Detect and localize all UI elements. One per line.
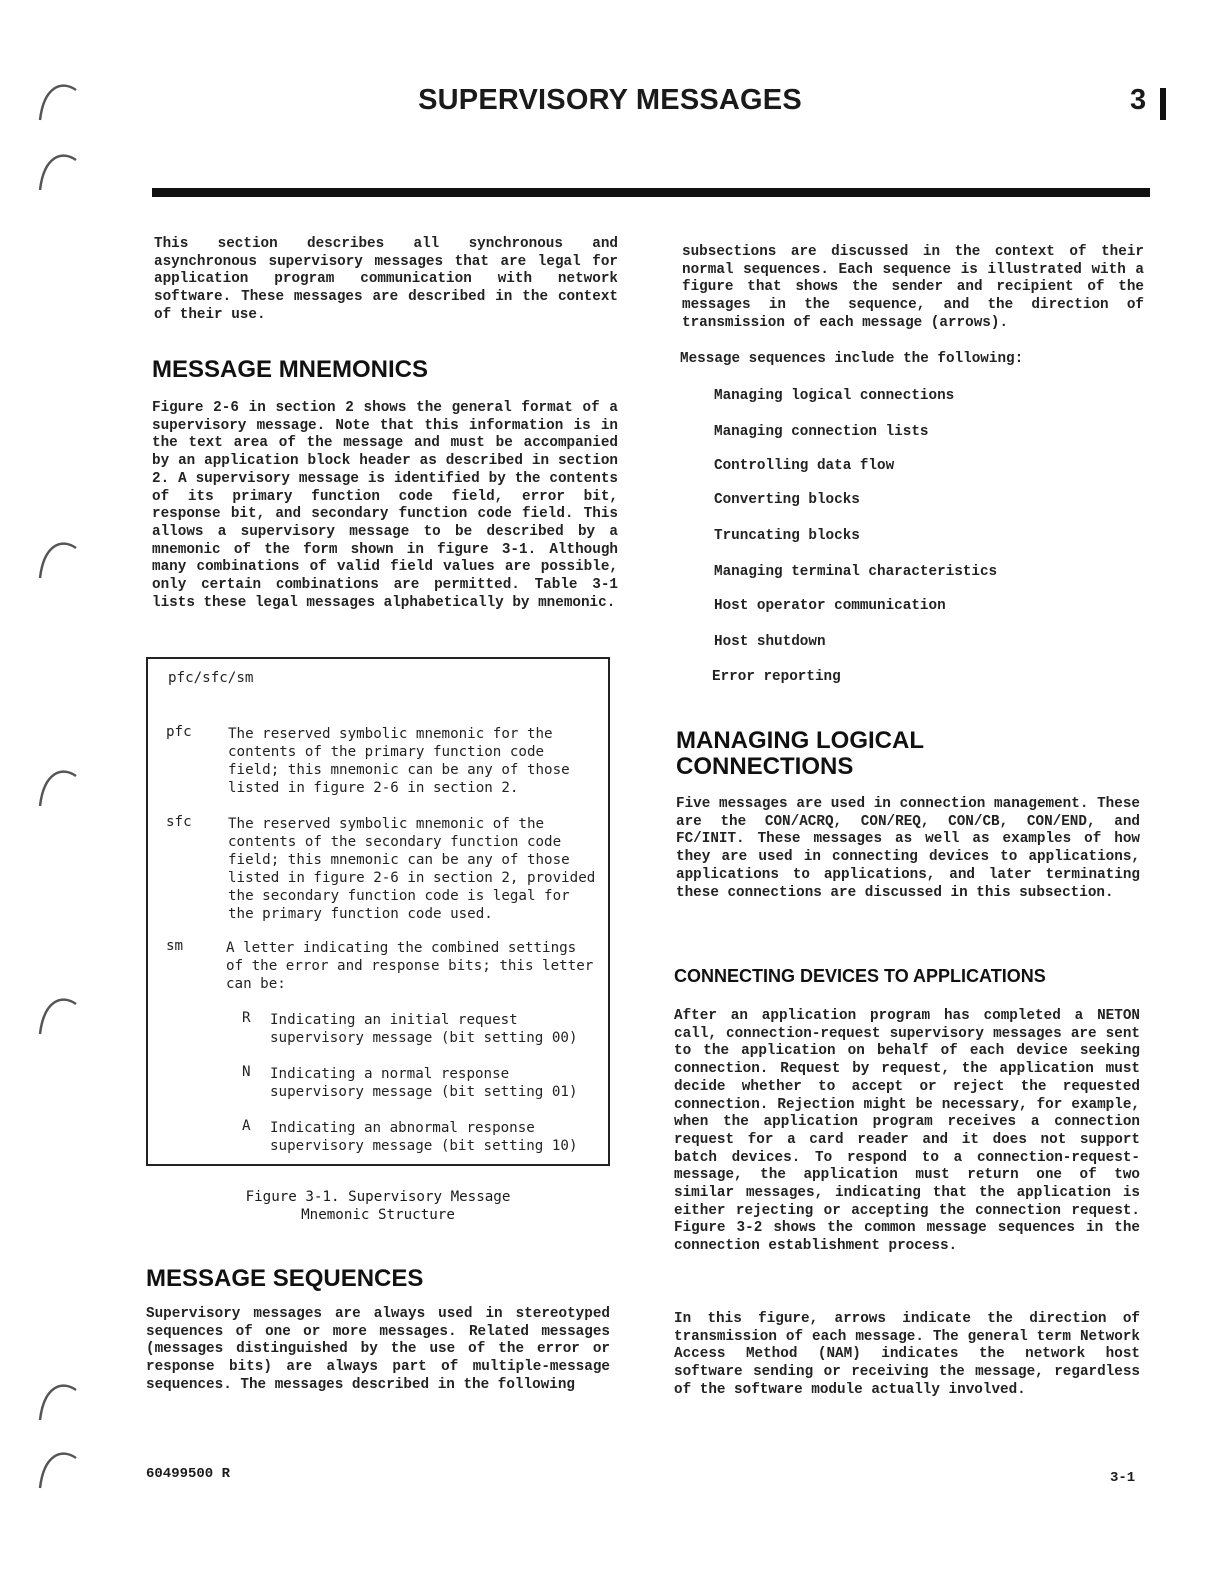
list-item: Managing logical connections	[714, 388, 955, 404]
figure-option-letter: R	[242, 1010, 251, 1026]
page-title: SUPERVISORY MESSAGES	[418, 84, 802, 116]
punch-hole-mark	[32, 1378, 80, 1424]
mnemonics-paragraph: Figure 2-6 in section 2 shows the general format of a supervisory message. Note that this information is in the text area of the message and must be accompanied by an application block header as described in section 2. A supervisory message is identified by the contents of its primary function code field, error bit, response bit, and secondary function code field. This allows a supervisory message to be described by a mnemonic of the form shown in figure 3-1. Although many combinations of valid field values are possible, only certain combinations are permitted. Table 3-1 lists these legal messages alphabetically by mnemonic.	[152, 400, 618, 611]
punch-hole-mark	[32, 764, 80, 810]
heading-line: CONNECTIONS	[676, 753, 854, 780]
figure-desc-pfc: The reserved symbolic mnemonic for the contents of the primary function code field; this mnemonic can be any of those listed in figure 2-6 in section 2.	[228, 726, 570, 796]
message-sequences-heading: MESSAGE SEQUENCES	[146, 1265, 424, 1292]
punch-hole-mark	[32, 992, 80, 1038]
page-number: 3-1	[1110, 1470, 1136, 1486]
figure-term-sfc: sfc	[166, 814, 192, 830]
list-item: Managing connection lists	[714, 424, 929, 440]
logical-paragraph-block	[676, 796, 1140, 902]
heading-line: MANAGING LOGICAL	[676, 727, 924, 754]
punch-hole-mark	[32, 1446, 80, 1492]
list-item: Error reporting	[712, 669, 841, 685]
mnemonics-paragraph-block	[152, 400, 618, 612]
sequences-intro-block	[680, 351, 1142, 369]
figure-desc-sfc: The reserved symbolic mnemonic of the contents of the secondary function code field; this mnemonic can be any of those listed in figure 2-6 in section 2, provided the secondary function code is legal for the primary function code used.	[228, 816, 596, 922]
intro-paragraph: This section describes all synchronous and asynchronous supervisory messages that are legal for application program communication with network software. These messages are described in the context of their use.	[154, 236, 618, 323]
continuation-paragraph: subsections are discussed in the context of their normal sequences. Each sequence is illustrated with a figure that shows the sender and recipient of the messages in the sequence, and the direction of transmission of each message (arrows).	[682, 244, 1144, 331]
list-item: Controlling data flow	[714, 458, 895, 474]
arrows-paragraph: In this figure, arrows indicate the direction of transmission of each message. The general term Network Access Method (NAM) indicates the network host software sending or receiving the message, regardless of the software module actually involved.	[674, 1311, 1140, 1398]
continuation-paragraph-block	[682, 244, 1144, 333]
sequences-intro: Message sequences include the following:	[680, 351, 1024, 367]
figure-option-letter: N	[242, 1064, 251, 1080]
arrows-paragraph-block	[674, 1311, 1140, 1400]
figure-term-pfc: pfc	[166, 724, 192, 740]
figure-option-desc: Indicating a normal response supervisory message (bit setting 01)	[270, 1066, 578, 1100]
logical-paragraph: Five messages are used in connection management. These are the CON/ACRQ, CON/REQ, CON/CB, CON/END, and FC/INIT. These messages as well as examples of how they are used in connecting devices to applications, applications to applications, and later terminating these connections are discussed in this subsection.	[676, 796, 1140, 901]
list-item: Host operator communication	[714, 598, 946, 614]
intro-paragraph-block	[154, 236, 618, 325]
sequences-paragraph-block	[146, 1306, 610, 1395]
figure-option-desc: Indicating an initial request supervisory message (bit setting 00)	[270, 1012, 578, 1046]
section-marker-bar	[1160, 88, 1166, 120]
list-item: Managing terminal characteristics	[714, 564, 998, 580]
figure-caption	[146, 1188, 610, 1224]
connecting-devices-heading: CONNECTING DEVICES TO APPLICATIONS	[674, 966, 1046, 986]
section-number: 3	[1130, 84, 1147, 116]
figure-term-sm: sm	[166, 938, 184, 954]
list-item: Converting blocks	[714, 492, 860, 508]
punch-hole-mark	[32, 536, 80, 582]
document-number: 60499500 R	[146, 1466, 231, 1482]
sequences-paragraph: Supervisory messages are always used in stereotyped sequences of one or more messages. Related messages (messages distinguished by the use of the error or response bits) are always part of multiple-message sequences. The messages described in the following	[146, 1306, 610, 1393]
header-rule	[152, 188, 1150, 197]
list-item: Host shutdown	[714, 634, 826, 650]
figure-option-letter: A	[242, 1118, 251, 1134]
figure-form-label: pfc/sfc/sm	[168, 670, 254, 686]
figure-caption-line2: Mnemonic Structure	[301, 1207, 455, 1223]
connecting-paragraph-block	[674, 1008, 1140, 1256]
connecting-paragraph: After an application program has completed a NETON call, connection-request supervisory messages are sent to the application on behalf of each device seeking connection. Request by request, the application must decide whether to accept or reject the requested connection. Rejection might be necessary, for example, when the application program receives a connection request for a card reader and it does not support batch devices. To respond to a connection-request-message, the application must return one of two similar messages, indicating that the application is either rejecting or accepting the connection request. Figure 3-2 shows the common message sequences in the connection establishment process.	[674, 1008, 1140, 1255]
list-item: Truncating blocks	[714, 528, 860, 544]
managing-logical-connections-heading	[676, 728, 924, 780]
figure-option-desc: Indicating an abnormal response supervisory message (bit setting 10)	[270, 1120, 578, 1154]
figure-desc-sm: A letter indicating the combined settings of the error and response bits; this letter can be:	[226, 940, 594, 992]
figure-3-1-box	[146, 657, 610, 1166]
message-mnemonics-heading: MESSAGE MNEMONICS	[152, 356, 429, 383]
figure-caption-line1: Figure 3-1. Supervisory Message	[245, 1189, 511, 1205]
punch-hole-mark	[32, 148, 80, 194]
